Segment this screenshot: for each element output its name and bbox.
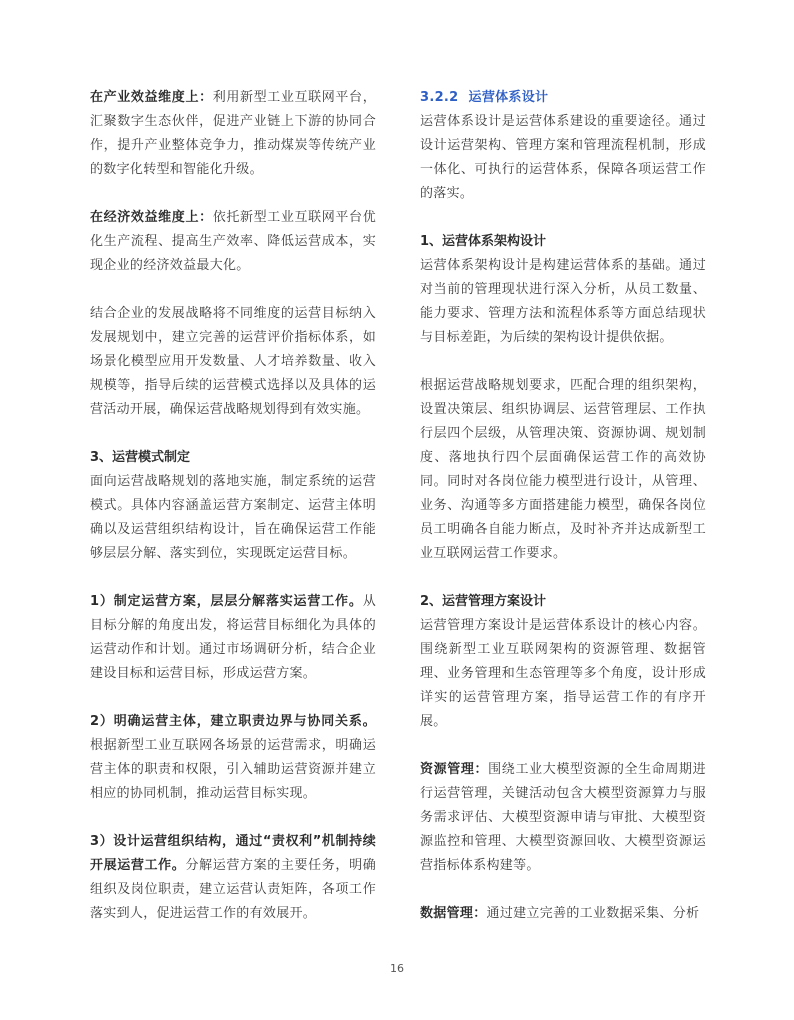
paragraph-lead: 2）明确运营主体，建立职责边界与协同关系。 <box>90 714 376 729</box>
section-number: 3.2.2 <box>420 90 459 105</box>
paragraph-lead: 1）制定运营方案，层层分解落实运营工作。 <box>90 594 363 609</box>
paragraph-text: 通过建立完善的工业数据采集、分析 <box>486 906 700 921</box>
paragraph-organization: 根据运营战略规划要求，匹配合理的组织架构，设置决策层、组织协调层、运营管理层、工作执行层四个层级，从管理决策、资源协调、规划制度、落地执行四个层面确保运营工作的高效协同。同时对各岗位能力模型进行设计，从管理、业务、沟通等多方面搭建能力模型，确保各岗位员工明确各自能力断点，及时补齐并达成新型工业互联网运营工作要求。 <box>420 378 706 561</box>
paragraph-text: 根据新型工业互联网各场景的运营需求，明确运营主体的职责和权限，引入辅助运营资源并建立相应的协同机制，推动运营目标实现。 <box>90 738 376 801</box>
paragraph-management-plan: 运营管理方案设计是运营体系设计的核心内容。围绕新型工业互联网架构的资源管理、数据管理、业务管理和生态管理等多个角度，设计形成详实的运营管理方案，指导运营工作的有序开展。 <box>420 618 706 729</box>
paragraph-lead: 在产业效益维度上： <box>90 90 213 105</box>
section-title-text: 运营体系设计 <box>468 90 549 105</box>
heading-operation-mode: 3、运营模式制定 <box>90 450 191 465</box>
paragraph-industry-benefit <box>90 86 376 182</box>
paragraph-operation-mode: 面向运营战略规划的落地实施，制定系统的运营模式。具体内容涵盖运营方案制定、运营主体明确以及运营组织结构设计，旨在确保运营工作能够层层分解、落实到位，实现既定运营目标。 <box>90 474 376 561</box>
paragraph-strategy: 结合企业的发展战略将不同维度的运营目标纳入发展规划中，建立完善的运营评价指标体系，如场景化模型应用开发数量、人才培养数量、收入规模等，指导后续的运营模式选择以及具体的运营活动开展，确保运营战略规划得到有效实施。 <box>90 306 376 417</box>
heading-management-plan: 2、运营管理方案设计 <box>420 594 547 609</box>
paragraph-plan <box>90 590 376 686</box>
paragraph-text: 利用新型工业互联网平台，汇聚数字生态伙伴，促进产业链上下游的协同合作，提升产业整体竞争力，推动煤炭等传统产业的数字化转型和智能化升级。 <box>90 90 376 177</box>
heading-architecture: 1、运营体系架构设计 <box>420 234 547 249</box>
paragraph-intro: 运营体系设计是运营体系建设的重要途径。通过设计运营架构、管理方案和管理流程机制，形成一体化、可执行的运营体系，保障各项运营工作的落实。 <box>420 114 706 201</box>
paragraph-economic-benefit <box>90 206 376 278</box>
paragraph-text: 依托新型工业互联网平台优化生产流程、提高生产效率、降低运营成本，实现企业的经济效益最大化。 <box>90 210 376 273</box>
section-title <box>420 86 706 110</box>
right-column <box>420 86 706 926</box>
paragraph-text: 围绕工业大模型资源的全生命周期进行运营管理，关键活动包含大模型资源算力与服务需求评估、大模型资源申请与审批、大模型资源监控和管理、大模型资源回收、大模型资源运营指标体系构建等。 <box>420 762 706 873</box>
paragraph-data-management <box>420 902 706 926</box>
paragraph-lead: 资源管理： <box>420 762 489 777</box>
paragraph-text: 从目标分解的角度出发，将运营目标细化为具体的运营动作和计划。通过市场调研分析，结合企业建设目标和运营目标，形成运营方案。 <box>90 594 376 681</box>
paragraph-lead: 在经济效益维度上： <box>90 210 213 225</box>
paragraph-resource-management <box>420 758 706 878</box>
paragraph-lead: 3）设计运营组织结构，通过“责权利”机制持续开展运营工作。 <box>90 834 376 873</box>
left-column <box>90 86 376 926</box>
paragraph-architecture: 运营体系架构设计是构建运营体系的基础。通过对当前的管理现状进行深入分析，从员工数量、能力要求、管理方法和流程体系等方面总结现状与目标差距，为后续的架构设计提供依据。 <box>420 258 706 345</box>
paragraph-subject <box>90 710 376 806</box>
page-number: 16 <box>390 962 404 975</box>
paragraph-lead: 数据管理： <box>420 906 487 921</box>
paragraph-text: 分解运营方案的主要任务，明确组织及岗位职责，建立运营认责矩阵，各项工作落实到人，促进运营工作的有效展开。 <box>90 858 377 921</box>
paragraph-org-structure <box>90 830 376 926</box>
